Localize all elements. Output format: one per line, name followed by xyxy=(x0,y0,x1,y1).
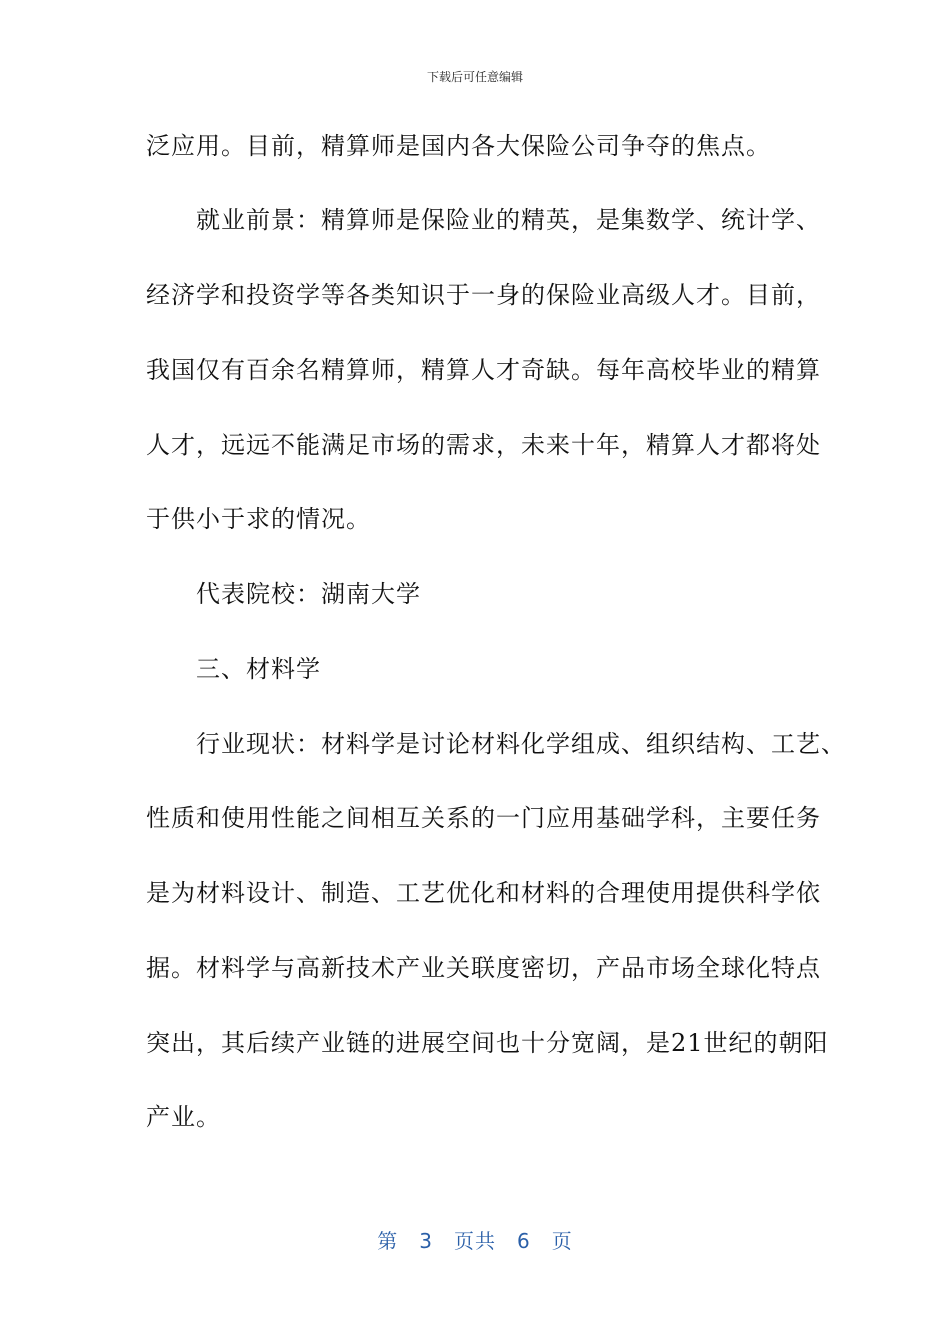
paragraph-line: 人才，远远不能满足市场的需求，未来十年，精算人才都将处 xyxy=(146,431,821,459)
paragraph-line: 产业。 xyxy=(146,1103,221,1131)
section-heading: 三、材料学 xyxy=(146,655,321,683)
paragraph-line: 行业现状：材料学是讨论材料化学组成、组织结构、工艺、 xyxy=(146,730,846,758)
paragraph-line: 我国仅有百余名精算师，精算人才奇缺。每年高校毕业的精算 xyxy=(146,356,821,384)
paragraph-line: 是为材料设计、制造、工艺优化和材料的合理使用提供科学依 xyxy=(146,879,821,907)
paragraph-line: 代表院校：湖南大学 xyxy=(146,580,421,608)
paragraph-line: 就业前景：精算师是保险业的精英，是集数学、统计学、 xyxy=(146,206,821,234)
header-note: 下载后可任意编辑 xyxy=(426,70,523,84)
paragraph-line: 性质和使用性能之间相互关系的一门应用基础学科，主要任务 xyxy=(146,804,821,832)
paragraph-line: 据。材料学与高新技术产业关联度密切，产品市场全球化特点 xyxy=(146,954,821,982)
paragraph-line: 经济学和投资学等各类知识于一身的保险业高级人才。目前， xyxy=(146,281,821,309)
paragraph-line: 于供小于求的情况。 xyxy=(146,505,371,533)
page-number: 第 3 页共 6 页 xyxy=(377,1229,573,1253)
paragraph-line: 泛应用。目前，精算师是国内各大保险公司争夺的焦点。 xyxy=(146,132,771,160)
paragraph-line: 突出，其后续产业链的进展空间也十分宽阔，是21世纪的朝阳 xyxy=(146,1029,829,1057)
